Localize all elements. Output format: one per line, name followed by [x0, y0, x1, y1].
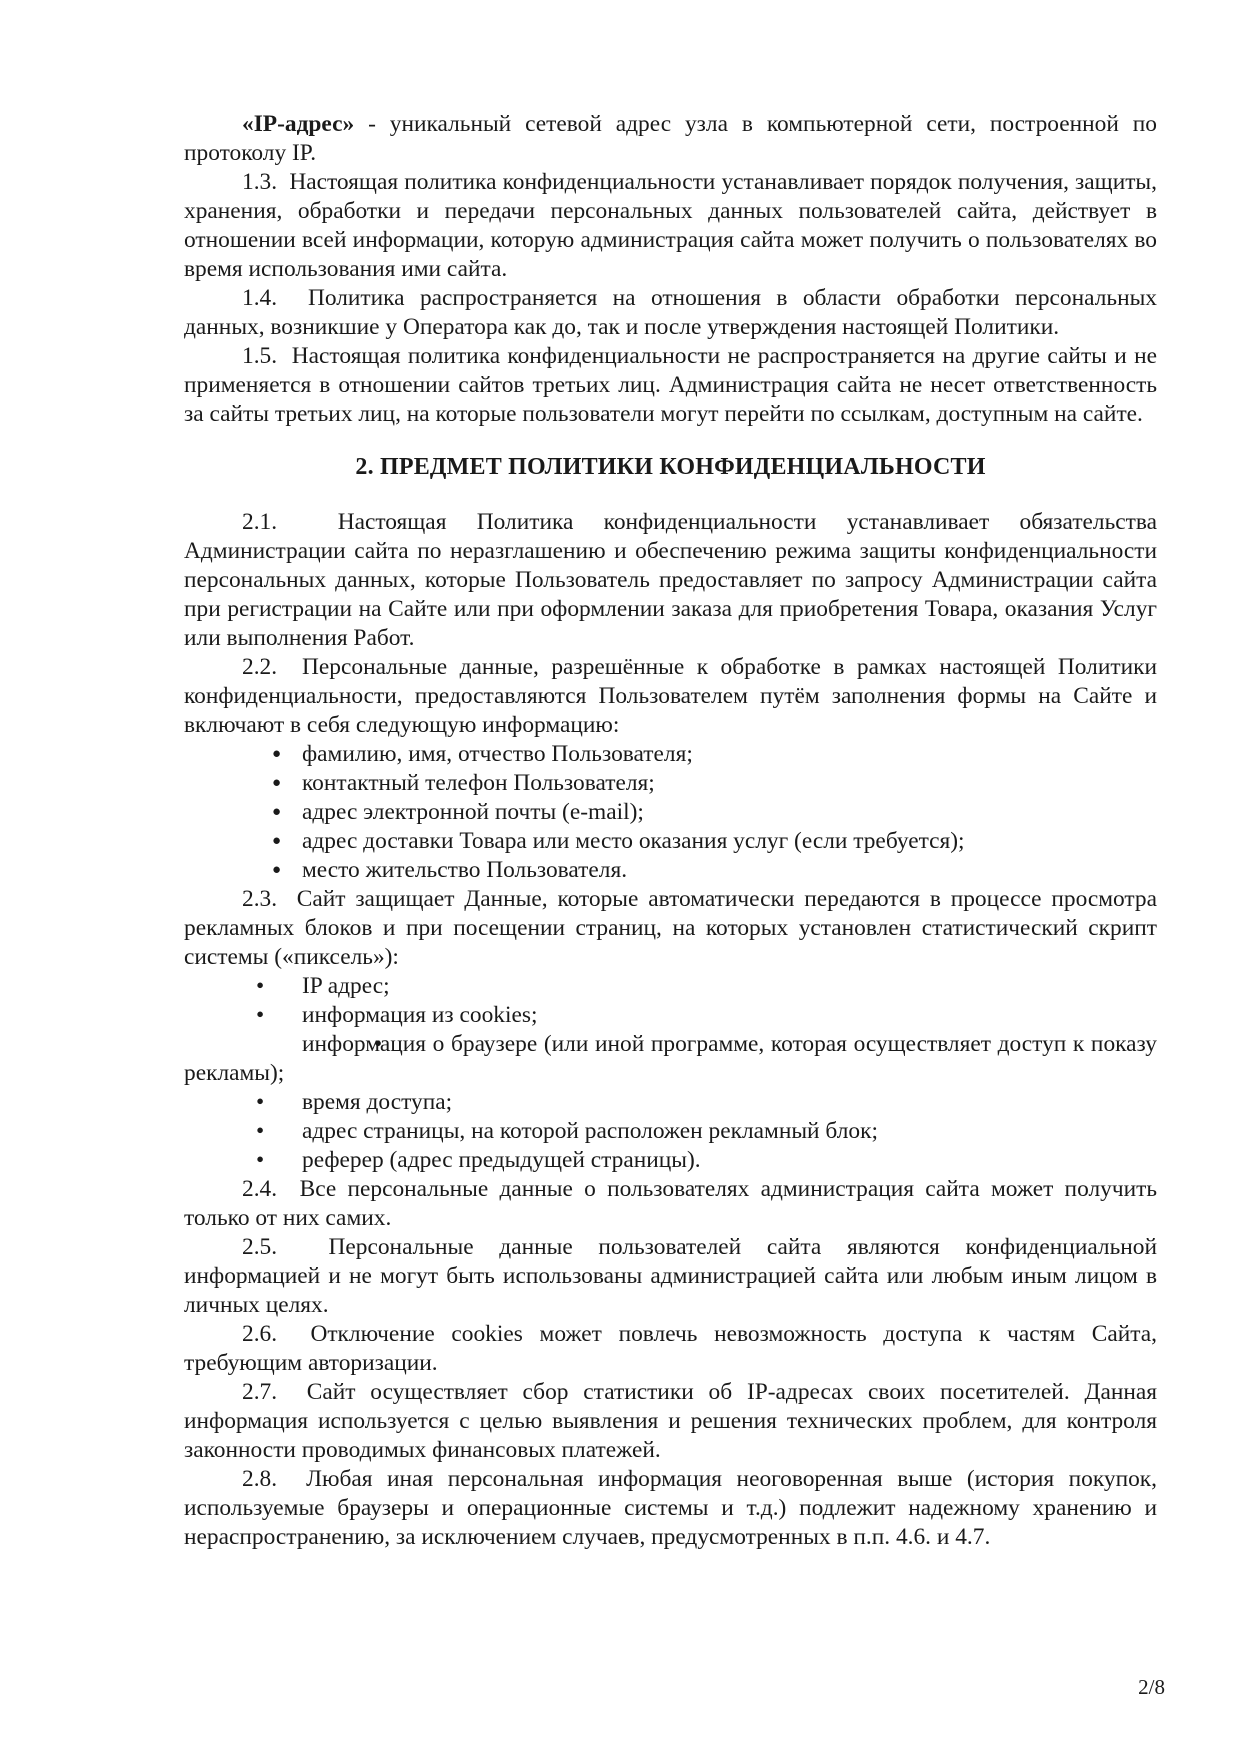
clause-number: 1.3. — [242, 169, 278, 195]
list-item: ● адрес электронной почты (e-mail); — [184, 798, 1157, 827]
paragraph-1-4 — [184, 284, 1157, 342]
clause-number: 1.4. — [242, 285, 278, 311]
page-number: 2/8 — [1138, 1675, 1165, 1699]
paragraph-2-3 — [184, 885, 1157, 972]
clause-number: 2.1. — [242, 509, 278, 535]
clause-number: 2.5. — [242, 1234, 278, 1260]
list-item: • информация из cookies; — [184, 1001, 1157, 1030]
list-item: ● контактный телефон Пользователя; — [184, 769, 1157, 798]
automatic-data-list — [184, 972, 1157, 1175]
list-item: • реферер (адрес предыдущей страницы). — [184, 1146, 1157, 1175]
paragraph-2-7 — [184, 1378, 1157, 1465]
clause-text: Настоящая политика конфиденциальности не распространяется на другие сайты и не применяется в отношении сайтов третьих лиц. Администрация сайта не несет ответственность за сайты третьих лиц, на которые пользователи могут перейти по ссылкам, доступным на сайте. — [184, 343, 1157, 427]
document-body — [184, 110, 1157, 1552]
list-item: ● место жительство Пользователя. — [184, 856, 1157, 885]
clause-number: 1.5. — [242, 343, 278, 369]
list-item: ● адрес доставки Товара или место оказания услуг (если требуется); — [184, 827, 1157, 856]
clause-number: 2.2. — [242, 654, 278, 680]
list-item: • время доступа; — [184, 1088, 1157, 1117]
defined-term: «IP-адрес» — [242, 111, 355, 137]
clause-text: Политика распространяется на отношения в области обработки персональных данных, возникшие у Оператора как до, так и после утверждения настоящей Политики. — [184, 285, 1157, 340]
paragraph-2-1 — [184, 508, 1157, 653]
section-2-heading: 2. ПРЕДМЕТ ПОЛИТИКИ КОНФИДЕНЦИАЛЬНОСТИ — [355, 454, 986, 480]
clause-number: 2.3. — [242, 886, 278, 912]
list-item: • адрес страницы, на которой расположен рекламный блок; — [184, 1117, 1157, 1146]
list-item: • IP адрес; — [184, 972, 1157, 1001]
ip-definition — [184, 110, 1157, 168]
paragraph-2-6 — [184, 1320, 1157, 1378]
clause-number: 2.6. — [242, 1321, 278, 1347]
clause-number: 2.8. — [242, 1466, 278, 1492]
clause-text: Персональные данные, разрешённые к обработке в рамках настоящей Политики конфиденциальности, предоставляются Пользователем путём заполнения формы на Сайте и включают в себя следующую информацию: — [184, 654, 1157, 738]
clause-number: 2.4. — [242, 1176, 278, 1202]
clause-text: Любая иная персональная информация неоговоренная выше (история покупок, используемые браузеры и операционные системы и т.д.) подлежит надежному хранению и нераспространению, за исключением случаев, предусмотренных в п.п. 4.6. и 4.7. — [184, 1466, 1157, 1550]
list-item: ● фамилию, имя, отчество Пользователя; — [184, 740, 1157, 769]
paragraph-2-4 — [184, 1175, 1157, 1233]
clause-text: Сайт осуществляет сбор статистики об IP-адресах своих посетителей. Данная информация используется с целью выявления и решения технических проблем, для контроля законности проводимых финансовых платежей. — [184, 1379, 1157, 1463]
definition-text: - уникальный сетевой адрес узла в компьютерной сети, построенной по протоколу IP. — [184, 111, 1157, 166]
clause-number: 2.7. — [242, 1379, 278, 1405]
paragraph-1-5 — [184, 342, 1157, 429]
list-item: • информация о браузере (или иной программе, которая осуществляет доступ к показу рекламы); — [184, 1030, 1157, 1088]
clause-text: Настоящая Политика конфиденциальности устанавливает обязательства Администрации сайта по неразглашению и обеспечению режима защиты конфиденциальности персональных данных, которые Пользователь предоставляет по запросу Администрации сайта при регистрации на Сайте или при оформлении заказа для приобретения Товара, оказания Услуг или выполнения Работ. — [184, 509, 1157, 651]
clause-text: Персональные данные пользователей сайта являются конфиденциальной информацией и не могут быть использованы администрацией сайта или любым иным лицом в личных целях. — [184, 1234, 1157, 1318]
paragraph-2-8 — [184, 1465, 1157, 1552]
clause-text: Настоящая политика конфиденциальности устанавливает порядок получения, защиты, хранения, обработки и передачи персональных данных пользователей сайта, действует в отношении всей информации, которую администрация сайта может получить о пользователях во время использования ими сайта. — [184, 169, 1157, 282]
paragraph-2-2 — [184, 653, 1157, 740]
clause-text: Все персональные данные о пользователях администрация сайта может получить только от них самих. — [184, 1176, 1157, 1231]
clause-text: Отключение cookies может повлечь невозможность доступа к частям Сайта, требующим авторизации. — [184, 1321, 1157, 1376]
paragraph-2-5 — [184, 1233, 1157, 1320]
personal-data-list — [184, 740, 1157, 885]
clause-text: Сайт защищает Данные, которые автоматически передаются в процессе просмотра рекламных блоков и при посещении страниц, на которых установлен статистический скрипт системы («пиксель»): — [184, 886, 1157, 970]
paragraph-1-3 — [184, 168, 1157, 284]
